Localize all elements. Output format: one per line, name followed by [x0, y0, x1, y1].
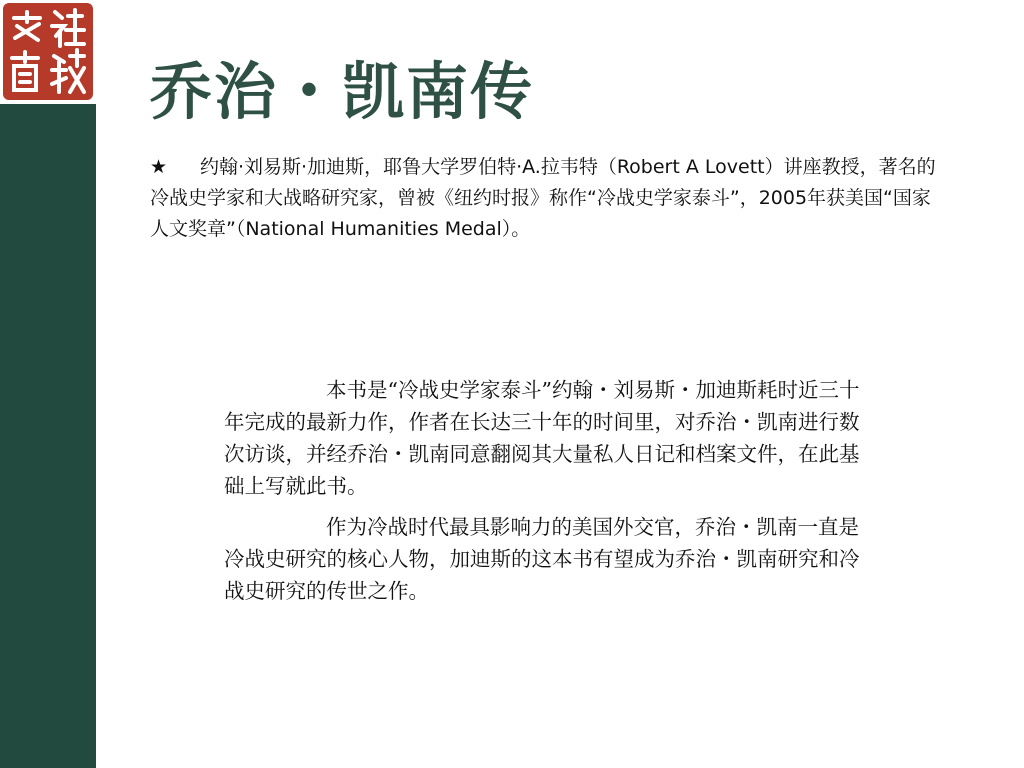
sidebar-bar — [0, 104, 96, 768]
publisher-seal-logo — [0, 0, 96, 103]
book-paragraph-1: 本书是“冷战史学家泰斗”约翰・刘易斯・加迪斯耗时近三十年完成的最新力作，作者在长达三十年的时间里，对乔治・凯南进行数次访谈，并经乔治・凯南同意翻阅其大量私人日记和档案文件，在此基础上写就此书。 — [224, 378, 860, 498]
author-intro-text: 约翰·刘易斯·加迪斯，耶鲁大学罗伯特·A.拉韦特（Robert A Lovett）讲座教授，著名的冷战史学家和大战略研究家，曾被《纽约时报》称作“冷战史学家泰斗”，2005年获美国“国家人文奖章”（National Humanities Medal）。 — [150, 156, 936, 240]
star-bullet: ★ — [150, 156, 168, 178]
book-paragraph-2: 作为冷战时代最具影响力的美国外交官，乔治・凯南一直是冷战史研究的核心人物，加迪斯的这本书有望成为乔治・凯南研究和冷战史研究的传世之作。 — [224, 515, 860, 603]
book-description — [224, 374, 869, 616]
author-intro — [150, 152, 940, 245]
page-title: 乔治・凯南传 — [150, 55, 535, 128]
